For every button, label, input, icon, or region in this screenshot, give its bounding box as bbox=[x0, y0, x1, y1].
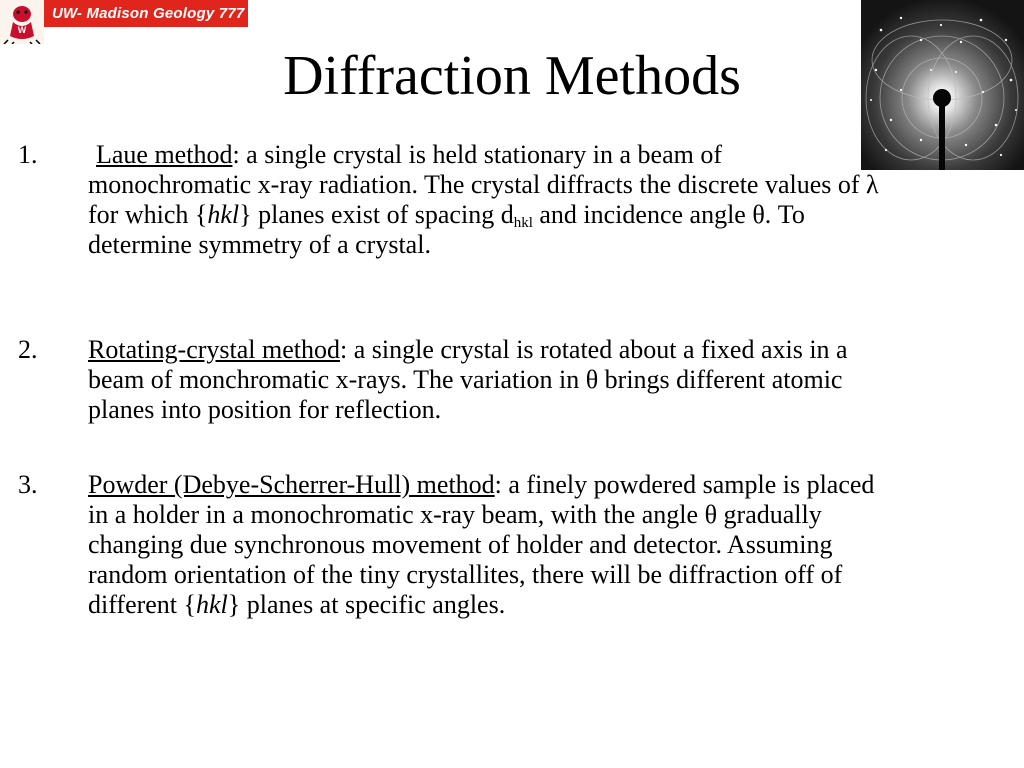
list-item-rotating-crystal bbox=[0, 335, 880, 425]
term-powder-method: Powder (Debye-Scherrer-Hull) method bbox=[88, 470, 495, 499]
course-banner: UW- Madison Geology 777 bbox=[44, 0, 248, 27]
list-item-text: Rotating-crystal method: a single crystal is rotated about a fixed axis in a beam of monchromatic x-rays. The variation in θ brings different atomic planes into position for reflection. bbox=[88, 335, 848, 424]
list-item-laue bbox=[0, 140, 880, 260]
list-number: 3. bbox=[18, 470, 38, 499]
list-number: 1. bbox=[18, 140, 38, 169]
theta-symbol: θ bbox=[704, 500, 718, 529]
list-item-text: Laue method: a single crystal is held stationary in a beam of monochromatic x-ray radiation. The crystal diffracts the discrete values of λ for which {hkl} planes exist of spacing $d_{hkl}$ and incidence angle θ. To determine symmetry of a crystal. bbox=[88, 140, 879, 259]
term-laue-method: Laue method bbox=[96, 140, 233, 169]
theta-symbol: θ bbox=[585, 365, 599, 394]
list-item-text: Powder (Debye-Scherrer-Hull) method: a finely powdered sample is placed in a holder in a monochromatic x-ray beam, with the angle θ gradually changing due synchronous movement of holder and detector. Assuming random orientation of the tiny crystallites, there will be diffraction off of different {hkl} planes at specific angles. bbox=[88, 470, 875, 619]
slide-title: Diffraction Methods bbox=[283, 45, 741, 107]
lambda-symbol: λ bbox=[866, 170, 879, 199]
svg-text:W: W bbox=[17, 25, 27, 35]
theta-symbol: θ bbox=[752, 200, 765, 229]
term-rotating-crystal-method: Rotating-crystal method bbox=[88, 335, 341, 364]
badger-mascot-logo bbox=[0, 0, 44, 44]
list-item-powder-method bbox=[0, 470, 880, 620]
list-number: 2. bbox=[18, 335, 38, 364]
